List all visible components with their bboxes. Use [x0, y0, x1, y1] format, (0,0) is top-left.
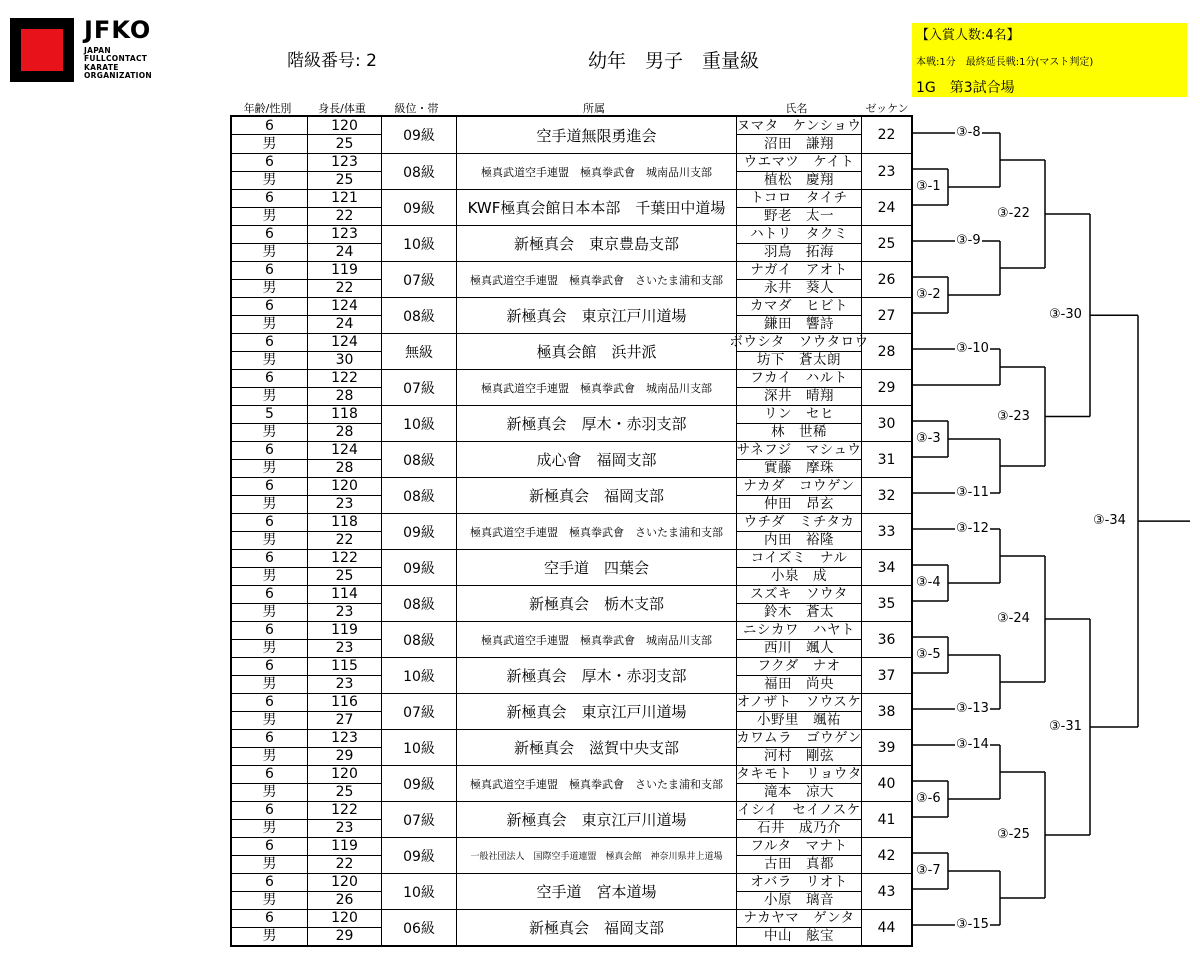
name-kana: カマダ ヒビト	[737, 298, 861, 316]
weight-value: 25	[335, 568, 354, 585]
age-value: 6	[232, 154, 307, 172]
name-kanji: 坊下 蒼太朗	[757, 352, 841, 369]
bib-number: 28	[861, 334, 911, 369]
dojo-value: 極真武道空手連盟 極真拳武會 城南品川支部	[456, 154, 736, 189]
match-label-semifinal: ③-31	[1049, 719, 1082, 734]
name-kana: カワムラ ゴウゲン	[736, 730, 862, 747]
rank-value: 07級	[381, 370, 456, 405]
rank-value: 無級	[381, 334, 456, 369]
name-kanji: 植松 慶翔	[764, 172, 834, 189]
dojo-value: 極真武道空手連盟 極真拳武會 さいたま浦和支部	[456, 262, 736, 297]
age-value: 6	[232, 370, 307, 388]
bib-number: 43	[861, 874, 911, 909]
dojo-value: 成心會 福岡支部	[456, 442, 736, 477]
name-kanji: 中山 舷宝	[764, 928, 834, 945]
gender-value: 男	[262, 784, 277, 801]
age-value: 6	[232, 658, 307, 676]
height-value: 118	[308, 514, 381, 532]
column-header-age-gender: 年齢/性別	[243, 102, 292, 115]
weight-value: 27	[335, 712, 354, 729]
age-value: 6	[232, 838, 307, 856]
name-kana: ナカヤマ ゲンタ	[737, 910, 861, 928]
gender-value: 男	[262, 532, 277, 549]
name-kana: ヌマタ ケンショウ	[736, 117, 862, 134]
height-value: 119	[308, 262, 381, 280]
weight-value: 23	[335, 640, 354, 657]
logo-subtitle-line: FULLCONTACT	[84, 54, 148, 64]
height-value: 123	[308, 226, 381, 244]
height-value: 122	[308, 370, 381, 388]
match-label-round2: ③-15	[956, 917, 989, 932]
gender-value: 男	[262, 244, 277, 261]
dojo-value: 新極真会 厚木・赤羽支部	[456, 658, 736, 693]
gender-value: 男	[262, 316, 277, 333]
match-label-round3: ③-24	[997, 611, 1030, 626]
age-value: 6	[232, 910, 307, 928]
column-header-bib: ゼッケン	[865, 102, 909, 115]
rank-value: 07級	[381, 802, 456, 837]
dojo-value: 新極真会 東京江戸川道場	[456, 802, 736, 837]
gender-value: 男	[262, 604, 277, 621]
name-kanji: 鈴木 蒼太	[764, 604, 834, 621]
name-kana: ニシカワ ハヤト	[737, 622, 861, 640]
dojo-value: 極真武道空手連盟 極真拳武會 城南品川支部	[456, 370, 736, 405]
dojo-value: 空手道 宮本道場	[456, 874, 736, 909]
age-value: 6	[232, 694, 307, 712]
bib-number: 37	[861, 658, 911, 693]
height-value: 124	[308, 442, 381, 460]
name-kanji: 小野里 颯祐	[757, 712, 841, 729]
age-value: 6	[232, 226, 307, 244]
name-kana: ナカダ コウゲン	[737, 478, 861, 496]
age-value: 6	[232, 730, 307, 748]
bib-number: 29	[861, 370, 911, 405]
name-kanji: 實藤 摩珠	[764, 460, 834, 477]
age-value: 6	[232, 334, 307, 352]
bib-number: 31	[861, 442, 911, 477]
name-kanji: 石井 成乃介	[757, 820, 841, 837]
name-kanji: 小泉 成	[771, 568, 827, 585]
gender-value: 男	[262, 352, 277, 369]
name-kanji: 永井 葵人	[764, 280, 834, 297]
rank-value: 09級	[381, 514, 456, 549]
weight-value: 26	[335, 892, 354, 909]
age-value: 6	[232, 442, 307, 460]
dojo-value: 極真武道空手連盟 極真拳武會 さいたま浦和支部	[456, 766, 736, 801]
name-kanji: 河村 剛弦	[764, 748, 834, 765]
height-value: 121	[308, 190, 381, 208]
age-value: 6	[232, 766, 307, 784]
name-kana: ウチダ ミチタカ	[737, 514, 861, 532]
name-kanji: 深井 晴翔	[764, 388, 834, 405]
bib-number: 27	[861, 298, 911, 333]
gender-value: 男	[262, 172, 277, 189]
age-value: 6	[232, 586, 307, 604]
height-value: 124	[308, 334, 381, 352]
dojo-value: 新極真会 栃木支部	[456, 586, 736, 621]
rank-value: 08級	[381, 154, 456, 189]
match-label-round2: ③-13	[956, 701, 989, 716]
weight-value: 24	[335, 244, 354, 261]
rank-value: 08級	[381, 478, 456, 513]
name-kana: イシイ セイノスケ	[737, 802, 861, 819]
rank-value: 07級	[381, 694, 456, 729]
weight-value: 23	[335, 676, 354, 693]
weight-value: 25	[335, 784, 354, 801]
weight-value: 22	[335, 532, 354, 549]
bib-number: 22	[861, 117, 911, 153]
page-title: 幼年 男子 重量級	[588, 50, 760, 72]
weight-value: 23	[335, 496, 354, 513]
weight-value: 30	[335, 352, 354, 369]
dojo-value: 極真武道空手連盟 極真拳武會 城南品川支部	[456, 622, 736, 657]
rank-value: 09級	[381, 117, 456, 153]
name-kana: ナガイ アオト	[737, 262, 861, 280]
age-value: 5	[232, 406, 307, 424]
age-value: 6	[232, 262, 307, 280]
height-value: 122	[308, 550, 381, 568]
name-kana: オバラ リオト	[737, 874, 861, 892]
weight-value: 28	[335, 460, 354, 477]
gender-value: 男	[262, 568, 277, 585]
age-value: 6	[232, 478, 307, 496]
weight-value: 23	[335, 820, 354, 837]
name-kanji: 滝本 凉大	[764, 784, 834, 801]
name-kanji: 林 世稀	[771, 424, 827, 441]
weight-value: 22	[335, 208, 354, 225]
dojo-value: 極真会館 浜井派	[456, 334, 736, 369]
dojo-value: 新極真会 東京江戸川道場	[456, 298, 736, 333]
height-value: 120	[308, 910, 381, 928]
column-header-height-weight: 身長/体重	[318, 102, 366, 115]
match-label-round2: ③-12	[956, 521, 989, 536]
bib-number: 33	[861, 514, 911, 549]
dojo-value: 一般社団法人 国際空手道連盟 極真会館 神奈川県井上道場	[456, 838, 736, 873]
dojo-value: 空手道 四葉会	[456, 550, 736, 585]
rank-value: 10級	[381, 658, 456, 693]
name-kana: フルタ マナト	[737, 838, 861, 856]
match-label-round3: ③-22	[997, 206, 1030, 221]
rank-value: 06級	[381, 910, 456, 945]
height-value: 119	[308, 838, 381, 856]
bib-number: 34	[861, 550, 911, 585]
match-label-round2: ③-14	[956, 737, 989, 752]
dojo-value: 新極真会 滋賀中央支部	[456, 730, 736, 765]
rank-value: 08級	[381, 586, 456, 621]
height-value: 120	[308, 874, 381, 892]
height-value: 124	[308, 298, 381, 316]
gender-value: 男	[262, 712, 277, 729]
rank-value: 09級	[381, 190, 456, 225]
match-label-round2: ③-11	[956, 485, 989, 500]
match-rules: 本戦:1分 最終延長戦:1分(マスト判定)	[916, 57, 1094, 68]
bib-number: 38	[861, 694, 911, 729]
rank-value: 08級	[381, 298, 456, 333]
dojo-value: 極真武道空手連盟 極真拳武會 さいたま浦和支部	[456, 514, 736, 549]
height-value: 123	[308, 730, 381, 748]
column-header-dojo: 所属	[583, 102, 605, 115]
class-number: 階級番号: 2	[287, 51, 377, 71]
rank-value: 10級	[381, 874, 456, 909]
match-label-round1: ③-1	[916, 179, 941, 194]
gender-value: 男	[262, 856, 277, 873]
match-label-round3: ③-25	[997, 827, 1030, 842]
name-kana: スズキ ソウタ	[737, 586, 861, 604]
rank-value: 09級	[381, 550, 456, 585]
gender-value: 男	[262, 280, 277, 297]
bib-number: 42	[861, 838, 911, 873]
bib-number: 35	[861, 586, 911, 621]
name-kana: オノザト ソウスケ	[736, 694, 862, 711]
bib-number: 24	[861, 190, 911, 225]
gender-value: 男	[262, 208, 277, 225]
age-value: 6	[232, 514, 307, 532]
match-label-round2: ③-9	[956, 233, 981, 248]
weight-value: 23	[335, 604, 354, 621]
height-value: 118	[308, 406, 381, 424]
match-label-final: ③-34	[1093, 513, 1126, 529]
age-value: 6	[232, 622, 307, 640]
bib-number: 40	[861, 766, 911, 801]
height-value: 123	[308, 154, 381, 172]
name-kanji: 福田 尚央	[764, 676, 834, 693]
gender-value: 男	[262, 640, 277, 657]
height-value: 115	[308, 658, 381, 676]
bib-number: 44	[861, 910, 911, 945]
bib-number: 39	[861, 730, 911, 765]
name-kana: タキモト リョウタ	[736, 766, 862, 783]
height-value: 114	[308, 586, 381, 604]
weight-value: 25	[335, 172, 354, 189]
dojo-value: KWF極真会館日本本部 千葉田中道場	[456, 190, 736, 225]
weight-value: 24	[335, 316, 354, 333]
rank-value: 07級	[381, 262, 456, 297]
height-value: 122	[308, 802, 381, 820]
match-label-round3: ③-23	[997, 408, 1030, 424]
gender-value: 男	[262, 928, 277, 945]
dojo-value: 空手道無限勇進会	[456, 117, 736, 153]
name-kana: フカイ ハルト	[737, 370, 861, 388]
match-label-round1: ③-5	[916, 647, 941, 662]
age-value: 6	[232, 190, 307, 208]
name-kanji: 沼田 謙翔	[764, 136, 834, 152]
weight-value: 29	[335, 928, 354, 945]
gender-value: 男	[262, 748, 277, 765]
gender-value: 男	[262, 424, 277, 441]
name-kana: フクダ ナオ	[737, 658, 861, 676]
dojo-value: 新極真会 福岡支部	[456, 478, 736, 513]
logo-subtitle-line: ORGANIZATION	[84, 71, 152, 81]
rank-value: 08級	[381, 442, 456, 477]
rank-value: 10級	[381, 406, 456, 441]
name-kanji: 野老 太一	[764, 208, 834, 225]
gender-value: 男	[262, 892, 277, 909]
dojo-value: 新極真会 福岡支部	[456, 910, 736, 945]
bib-number: 32	[861, 478, 911, 513]
name-kanji: 仲田 昂玄	[764, 496, 834, 513]
rank-value: 09級	[381, 766, 456, 801]
weight-value: 22	[335, 856, 354, 873]
logo-subtitle-line: JAPAN	[84, 46, 111, 55]
name-kana: ボウシタ ソウタロウ	[729, 334, 869, 351]
rank-value: 10級	[381, 226, 456, 261]
name-kanji: 内田 裕隆	[764, 532, 834, 549]
name-kana: リン セヒ	[737, 406, 861, 424]
name-kana: ハトリ タクミ	[737, 226, 861, 244]
gender-value: 男	[262, 676, 277, 693]
height-value: 116	[308, 694, 381, 712]
age-value: 6	[232, 802, 307, 820]
name-kanji: 西川 颯人	[764, 640, 834, 657]
bib-number: 30	[861, 406, 911, 441]
column-header-name: 氏名	[785, 102, 808, 115]
rank-value: 08級	[381, 622, 456, 657]
age-value: 6	[232, 550, 307, 568]
weight-value: 25	[335, 136, 354, 152]
bib-number: 23	[861, 154, 911, 189]
name-kana: ウエマツ ケイト	[737, 154, 861, 172]
match-label-semifinal: ③-30	[1049, 307, 1082, 323]
age-value: 6	[232, 117, 307, 135]
bib-number: 26	[861, 262, 911, 297]
name-kana: サネフジ マシュウ	[736, 442, 862, 459]
match-label-round2: ③-10	[956, 341, 989, 356]
name-kana: トコロ タイチ	[737, 190, 861, 208]
age-value: 6	[232, 874, 307, 892]
weight-value: 22	[335, 280, 354, 297]
name-kanji: 鎌田 響詩	[764, 316, 834, 333]
rank-value: 09級	[381, 838, 456, 873]
match-label-round1: ③-7	[916, 863, 941, 878]
dojo-value: 新極真会 厚木・赤羽支部	[456, 406, 736, 441]
column-header-rank: 級位・帯	[394, 102, 439, 115]
bib-number: 25	[861, 226, 911, 261]
height-value: 120	[308, 478, 381, 496]
weight-value: 28	[335, 424, 354, 441]
bib-number: 41	[861, 802, 911, 837]
name-kanji: 羽鳥 拓海	[764, 244, 834, 261]
gender-value: 男	[262, 496, 277, 513]
match-label-round1: ③-3	[916, 431, 941, 446]
name-kanji: 小原 璃音	[764, 892, 834, 909]
name-kanji: 古田 真都	[764, 856, 834, 873]
weight-value: 28	[335, 388, 354, 405]
match-label-round1: ③-2	[916, 287, 941, 302]
dojo-value: 新極真会 東京江戸川道場	[456, 694, 736, 729]
winners-count: 【入賞人数:4名】	[916, 28, 1020, 43]
logo-name: JFKO	[84, 16, 152, 44]
bib-number: 36	[861, 622, 911, 657]
logo-subtitle-line: KARATE	[84, 62, 119, 72]
height-value: 120	[308, 117, 381, 135]
gender-value: 男	[262, 388, 277, 405]
name-kana: コイズミ ナル	[737, 550, 861, 568]
match-label-round2: ③-8	[956, 125, 981, 140]
dojo-value: 新極真会 東京豊島支部	[456, 226, 736, 261]
venue-label: 1G 第3試合場	[916, 80, 1015, 96]
gender-value: 男	[262, 136, 277, 152]
rank-value: 10級	[381, 730, 456, 765]
age-value: 6	[232, 298, 307, 316]
weight-value: 29	[335, 748, 354, 765]
height-value: 119	[308, 622, 381, 640]
height-value: 120	[308, 766, 381, 784]
gender-value: 男	[262, 820, 277, 837]
match-label-round1: ③-6	[916, 791, 941, 806]
match-label-round1: ③-4	[916, 575, 941, 590]
gender-value: 男	[262, 460, 277, 477]
